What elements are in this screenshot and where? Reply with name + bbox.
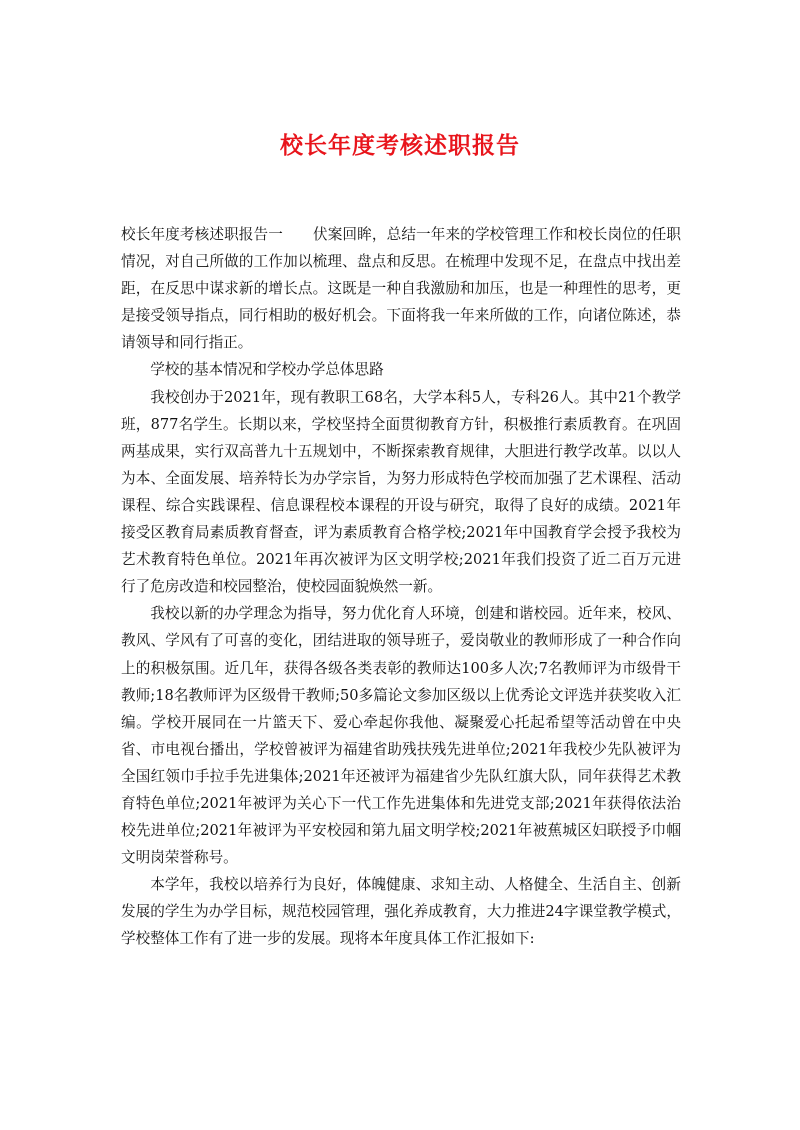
body-paragraph-1: 我校创办于2021年，现有教职工68名，大学本科5人，专科26人。其中21个教学班，877名学生。长期以来，学校坚持全面贯彻教育方针，积极推行素质教育。在巩固两基成果，实行双高普九十五规划中，不断探索教育规律，大胆进行教学改革。以以人为本、全面发展、培养特长为办学宗旨，为努力形成特色学校而加强了艺术课程、活动课程、综合实践课程、信息课程校本课程的开设与研究，取得了良好的成绩。2021年接受区教育局素质教育督查，评为素质教育合格学校;2021年中国教育学会授予我校为艺术教育特色单位。2021年再次被评为区文明学校;2021年我们投资了近二百万元进行了危房改造和校园整治，使校园面貌焕然一新。 <box>121 388 681 596</box>
intro-paragraph <box>121 221 681 356</box>
intro-text: 伏案回眸，总结一年来的学校管理工作和校长岗位的任职情况，对自己所做的工作加以梳理、盘点和反思。在梳理中发现不足，在盘点中找出差距，在反思中谋求新的增长点。这既是一种自我激励和加压，也是一种理性的思考，更是接受领导指点，同行相助的极好机会。下面将我一年来所做的工作，向诸位陈述，恭请领导和同行指正。 <box>121 226 681 352</box>
section-heading: 学校的基本情况和学校办学总体思路 <box>150 361 384 379</box>
document-body <box>121 221 681 953</box>
body-paragraph-3: 本学年，我校以培养行为良好，体魄健康、求知主动、人格健全、生活自主、创新发展的学生为办学目标，规范校园管理，强化养成教育，大力推进24字课堂教学模式，学校整体工作有了进一步的发展。现将本年度具体工作汇报如下: <box>121 876 681 948</box>
body-paragraph-2: 我校以新的办学理念为指导，努力优化育人环境，创建和谐校园。近年来，校风、教风、学风有了可喜的变化，团结进取的领导班子，爱岗敬业的教师形成了一种合作向上的积极氛围。近几年，获得各级各类表彰的教师达100多人次;7名教师评为市级骨干教师;18名教师评为区级骨干教师;50多篇论文参加区级以上优秀论文评选并获奖收入汇编。学校开展同在一片篮天下、爱心牵起你我他、凝聚爱心托起希望等活动曾在中央省、市电视台播出，学校曾被评为福建省助残扶残先进单位;2021年我校少先队被评为全国红领巾手拉手先进集体;2021年还被评为福建省少先队红旗大队，同年获得艺术教育特色单位;2021年被评为关心下一代工作先进集体和先进党支部;2021年获得依法治校先进单位;2021年被评为平安校园和第九届文明学校;2021年被蕉城区妇联授予巾帼文明岗荣誉称号。 <box>121 605 681 867</box>
intro-label: 校长年度考核述职报告一 <box>121 226 283 243</box>
document-title: 校长年度考核述职报告 <box>280 132 520 159</box>
